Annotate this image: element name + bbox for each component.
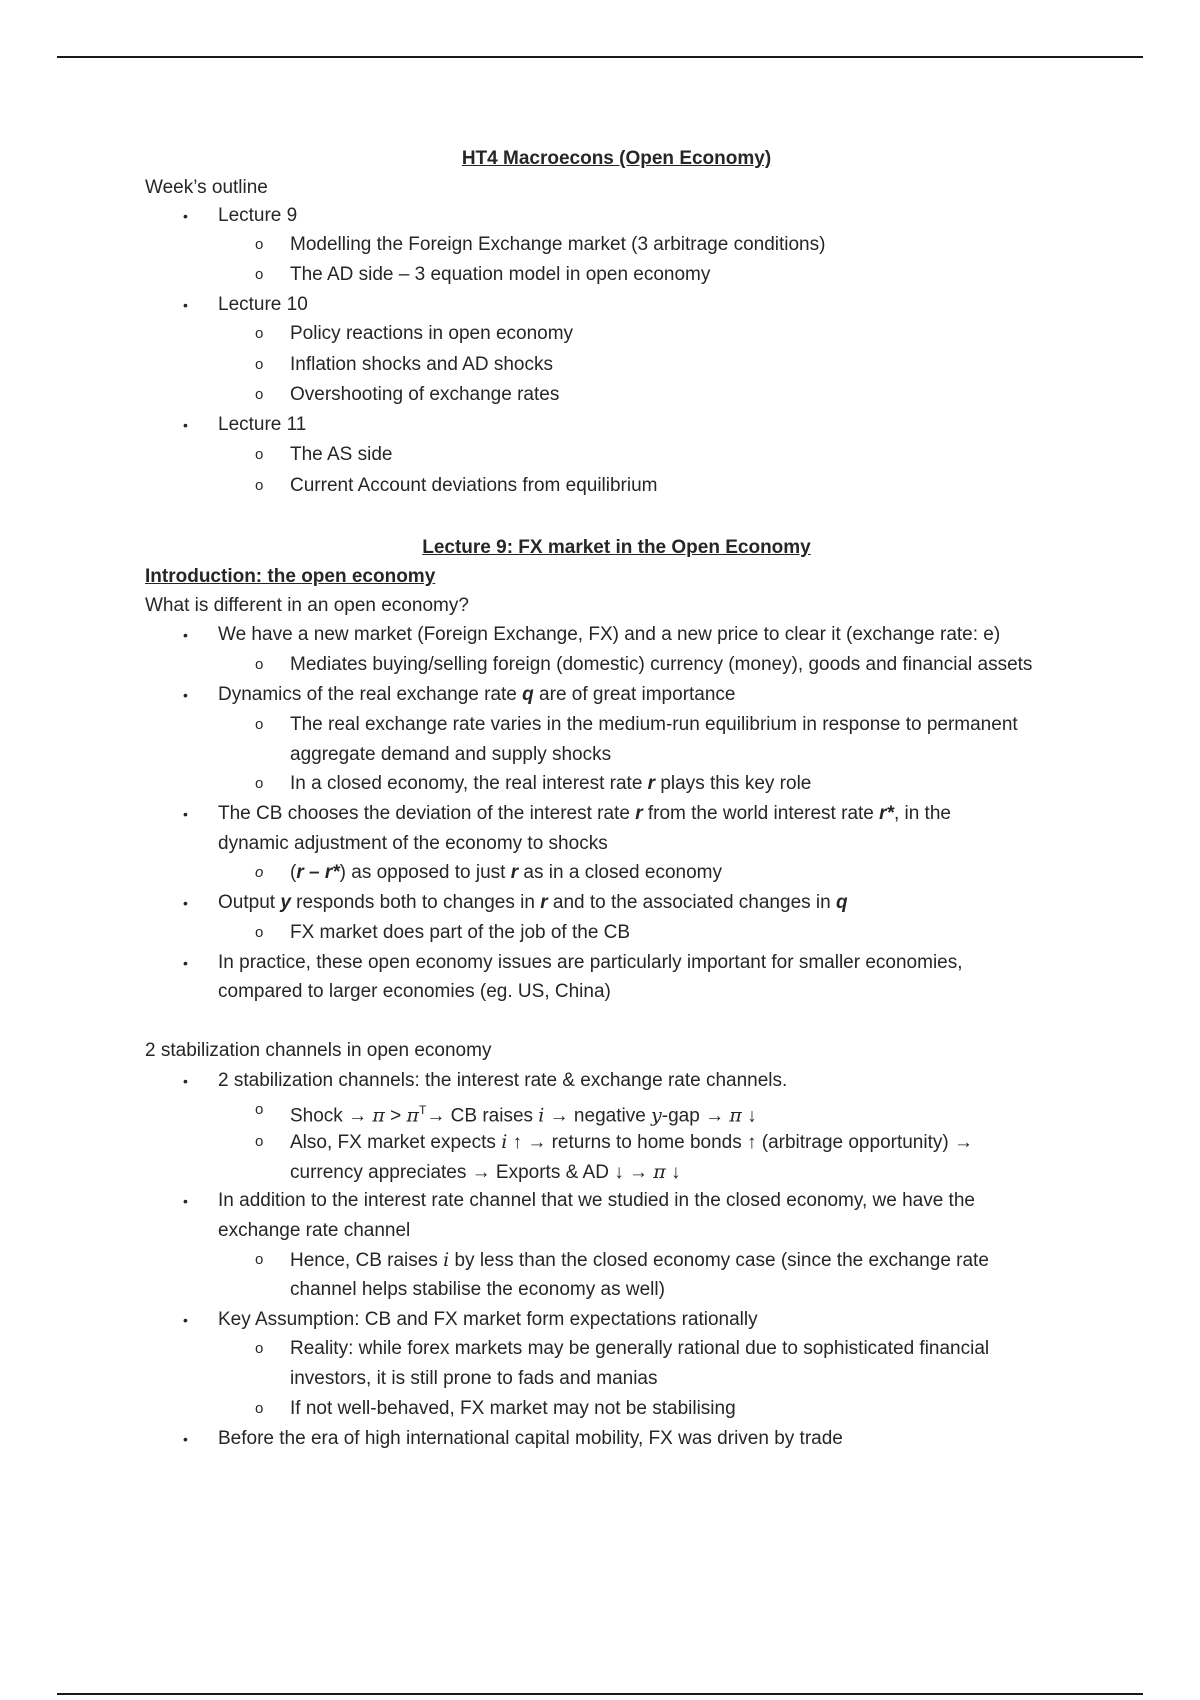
intro-subpoint: Mediates buying/selling foreign (domestic) currency (money), goods and financial assets [290, 654, 1033, 675]
stab-point: Key Assumption: CB and FX market form expectations rationally [218, 1309, 758, 1330]
intro-point [218, 891, 848, 915]
text-run: and to the associated changes in [547, 892, 836, 913]
bullet-icon: • [183, 1312, 188, 1328]
bullet-icon: • [183, 208, 188, 224]
circle-bullet-icon: o [255, 864, 264, 881]
stab-point: 2 stabilization channels: the interest rate & exchange rate channels. [218, 1070, 788, 1091]
intro-point: In practice, these open economy issues are particularly important for smaller economies, [218, 952, 963, 973]
intro-point: We have a new market (Foreign Exchange, FX) and a new price to clear it (exchange rate: e) [218, 624, 1001, 645]
text-run: -gap → [661, 1105, 730, 1127]
text-run: In a closed economy, the real interest rate [290, 773, 648, 794]
circle-bullet-icon: o [255, 716, 264, 733]
var-r: r [510, 862, 519, 883]
math-y: y [651, 1104, 662, 1127]
text-run: The CB chooses the deviation of the interest rate [218, 803, 636, 824]
text-run: responds both to changes in [290, 892, 541, 913]
intro-heading: Introduction: the open economy [145, 566, 436, 587]
text-run: Output [218, 892, 281, 913]
stab-subpoint: If not well-behaved, FX market may not be stabilising [290, 1398, 736, 1419]
var-r: r [540, 892, 548, 913]
intro-point-cont: compared to larger economies (eg. US, China) [218, 981, 611, 1002]
text-run: currency appreciates → Exports & AD ↓ → [290, 1162, 654, 1183]
var-r-star: r* [879, 803, 894, 824]
text-run: ↑ → returns to home bonds ↑ (arbitrage opportunity) → [507, 1132, 973, 1153]
circle-bullet-icon: o [255, 356, 264, 373]
bullet-icon: • [183, 895, 188, 911]
intro-subpoint [290, 772, 811, 796]
circle-bullet-icon: o [255, 1340, 264, 1357]
text-run: ↓ [665, 1162, 681, 1183]
expr-r-minus-rstar: r – r* [296, 862, 340, 883]
stab-subpoint [290, 1248, 989, 1273]
stab-point-cont: exchange rate channel [218, 1220, 411, 1241]
text-run: by less than the closed economy case (since the exchange rate [449, 1250, 989, 1271]
bullet-icon: • [183, 687, 188, 703]
outline-subitem: Overshooting of exchange rates [290, 384, 560, 405]
outline-label: Week’s outline [145, 177, 268, 198]
text-run: Also, FX market expects [290, 1132, 502, 1153]
outline-subitem: Policy reactions in open economy [290, 323, 574, 344]
math-pi: π [372, 1104, 385, 1127]
text-run: Hence, CB raises [290, 1250, 444, 1271]
text-run: → CB raises [426, 1105, 539, 1127]
text-run: , in the [893, 803, 951, 824]
text-run: ↓ [741, 1105, 757, 1127]
outline-subitem: Current Account deviations from equilibrium [290, 475, 658, 496]
circle-bullet-icon: o [255, 266, 264, 283]
section-title: Lecture 9: FX market in the Open Economy [422, 537, 811, 558]
text-run: Shock → [290, 1105, 373, 1127]
text-run: → negative [544, 1105, 652, 1127]
circle-bullet-icon: o [255, 1133, 264, 1150]
math-pi: π [729, 1104, 742, 1127]
circle-bullet-icon: o [255, 386, 264, 403]
text-run: as in a closed economy [518, 862, 722, 883]
var-r: r [635, 803, 643, 824]
intro-subpoint [290, 861, 722, 885]
outline-subitem: Modelling the Foreign Exchange market (3 arbitrage conditions) [290, 234, 826, 255]
bullet-icon: • [183, 955, 188, 971]
bullet-icon: • [183, 1073, 188, 1089]
stab-subpoint [290, 1130, 973, 1155]
math-superscript: T [419, 1103, 427, 1117]
stab-heading: 2 stabilization channels in open economy [145, 1040, 492, 1061]
math-i: i [538, 1104, 545, 1127]
outline-subitem: The AS side [290, 444, 393, 465]
text-run: ( [290, 862, 297, 883]
intro-subpoint-cont: aggregate demand and supply shocks [290, 744, 612, 765]
bullet-icon: • [183, 806, 188, 822]
outline-subitem: Inflation shocks and AD shocks [290, 354, 553, 375]
math-i: i [443, 1249, 450, 1271]
circle-bullet-icon: o [255, 325, 264, 342]
stab-subpoint-cont: investors, it is still prone to fads and manias [290, 1368, 658, 1389]
intro-point [218, 802, 951, 826]
header-rule [57, 56, 1143, 58]
intro-point [218, 683, 736, 707]
intro-subpoint: FX market does part of the job of the CB [290, 922, 631, 943]
intro-subpoint: The real exchange rate varies in the medium-run equilibrium in response to permanent [290, 714, 1018, 735]
text-run: Dynamics of the real exchange rate [218, 684, 523, 705]
stab-point: In addition to the interest rate channel that we studied in the closed economy, we have the [218, 1190, 975, 1211]
footer-rule [57, 1693, 1143, 1695]
text-run: from the world interest rate [642, 803, 880, 824]
outline-subitem: The AD side – 3 equation model in open economy [290, 264, 711, 285]
intro-point-cont: dynamic adjustment of the economy to shocks [218, 833, 608, 854]
math-pi: π [406, 1104, 420, 1127]
page-title: HT4 Macroecons (Open Economy) [461, 148, 772, 169]
bullet-icon: • [183, 417, 188, 433]
circle-bullet-icon: o [255, 775, 264, 792]
text-run: plays this key role [655, 773, 812, 794]
stab-subpoint-cont: channel helps stabilise the economy as well) [290, 1279, 665, 1300]
stab-subpoint-cont [290, 1160, 681, 1185]
bullet-icon: • [183, 627, 188, 643]
math-pi: π [653, 1161, 666, 1183]
stab-subpoint [290, 1098, 757, 1128]
text-run: > [384, 1105, 407, 1127]
outline-item-lecture10: Lecture 10 [218, 294, 308, 315]
circle-bullet-icon: o [255, 924, 264, 941]
var-r: r [647, 773, 656, 794]
circle-bullet-icon: o [255, 446, 264, 463]
text-run: ) as opposed to just [339, 862, 511, 883]
outline-item-lecture11: Lecture 11 [218, 414, 307, 435]
circle-bullet-icon: o [255, 1251, 264, 1268]
text-run: are of great importance [533, 684, 736, 705]
math-i: i [501, 1131, 508, 1153]
stab-subpoint: Reality: while forex markets may be generally rational due to sophisticated financial [290, 1338, 990, 1359]
bullet-icon: • [183, 1193, 188, 1209]
circle-bullet-icon: o [255, 1400, 264, 1417]
intro-question: What is different in an open economy? [145, 595, 469, 616]
outline-item-lecture9: Lecture 9 [218, 205, 298, 226]
bullet-icon: • [183, 297, 188, 313]
circle-bullet-icon: o [255, 477, 264, 494]
bullet-icon: • [183, 1431, 188, 1447]
var-q: q [522, 684, 534, 705]
var-y: y [280, 892, 291, 913]
circle-bullet-icon: o [255, 1101, 264, 1118]
circle-bullet-icon: o [255, 236, 264, 253]
circle-bullet-icon: o [255, 656, 264, 673]
stab-point: Before the era of high international capital mobility, FX was driven by trade [218, 1428, 843, 1449]
var-q: q [835, 892, 848, 913]
